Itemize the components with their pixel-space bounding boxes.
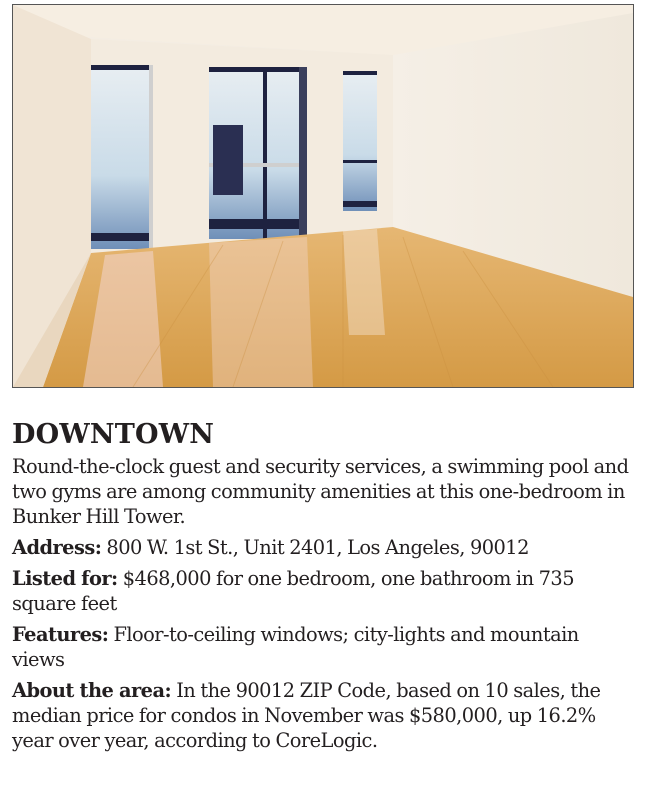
intro-paragraph: Round-the-clock guest and security services, a swimming pool and two gyms are among community amenities at this one-bedroom in Bunker Hill Tower.	[12, 455, 629, 528]
address-label: Address:	[12, 536, 102, 559]
listing-photo	[12, 4, 634, 388]
window-left	[91, 65, 153, 249]
features-label: Features:	[12, 623, 109, 646]
window-center	[209, 67, 307, 239]
listed-paragraph	[12, 566, 636, 616]
area-value: In the 90012 ZIP Code, based on 10 sales, the median price for condos in November was $580,000, up 16.2% year over year, according to CoreLogic.	[12, 679, 601, 752]
apartment-interior-illustration	[13, 5, 633, 387]
area-paragraph	[12, 678, 636, 753]
address-paragraph	[12, 535, 636, 560]
listed-value: $468,000 for one bedroom, one bathroom in 735 square feet	[12, 567, 574, 615]
address-value: 800 W. 1st St., Unit 2401, Los Angeles, 90012	[101, 536, 529, 559]
section-heading: DOWNTOWN	[12, 419, 215, 450]
features-paragraph	[12, 622, 636, 672]
listed-label: Listed for:	[12, 567, 118, 590]
window-right	[343, 71, 377, 211]
area-label: About the area:	[12, 679, 172, 702]
features-value: Floor-to-ceiling windows; city-lights and mountain views	[12, 623, 579, 671]
listing-article	[12, 418, 636, 759]
